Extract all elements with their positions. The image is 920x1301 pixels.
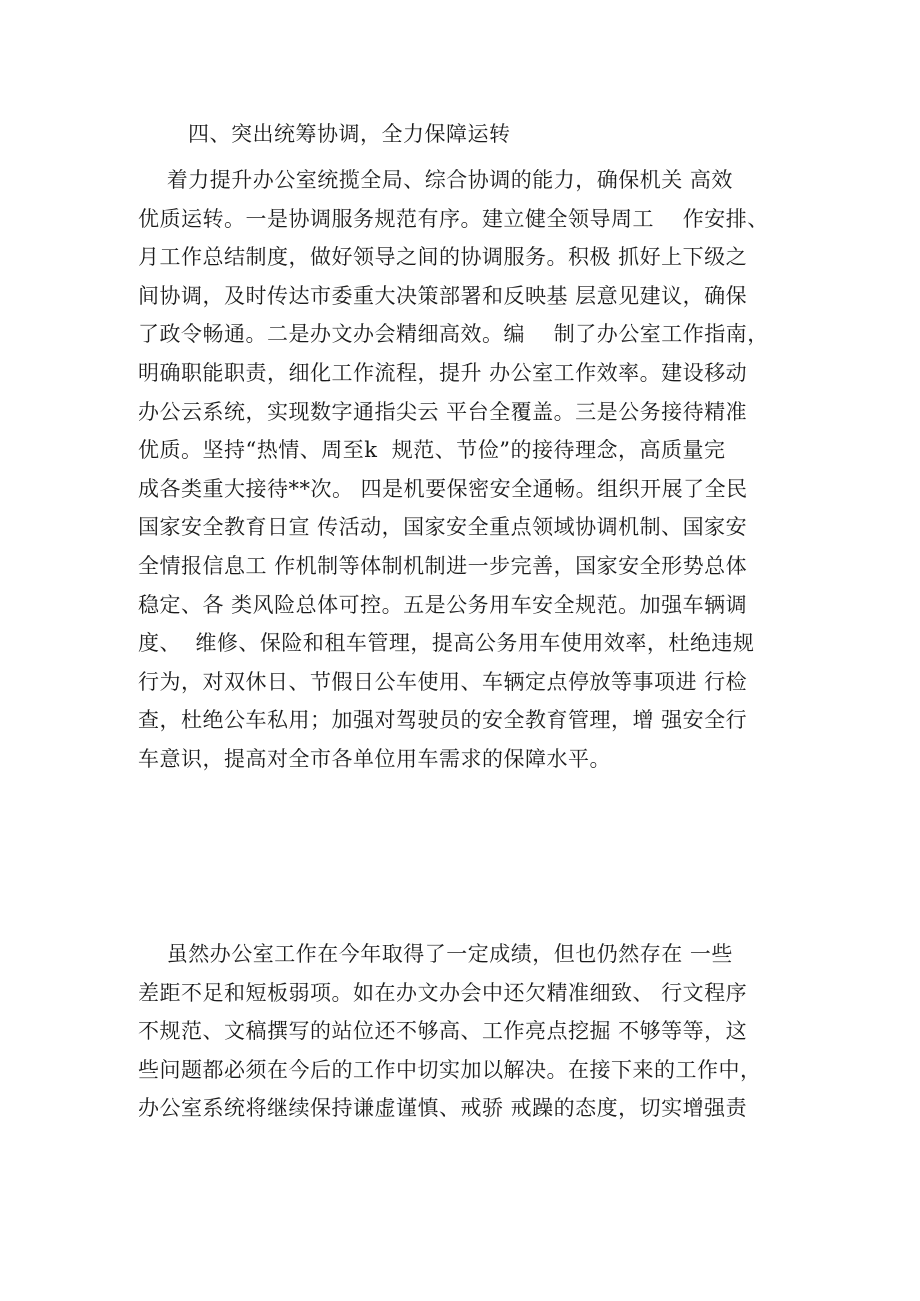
text-line: 不规范、文稿撰写的站位还不够高、工作亮点挖掘 不够等等，这 bbox=[138, 1019, 748, 1044]
text-line: 优质。坚持“热情、周至k 规范、节俭”的接待理念，高质量完 bbox=[138, 438, 726, 463]
text-line: 些问题都必须在今后的工作中切实加以解决。在接下来的工作中， bbox=[138, 1057, 762, 1082]
text-line: 全情报信息工 作机制等体制机制进一步完善，国家安全形势总体 bbox=[138, 553, 748, 578]
text-line: 车意识，提高对全市各单位用车需求的保障水平。 bbox=[138, 746, 611, 771]
text-line: 虽然办公室工作在今年取得了一定成绩，但也仍然存在 一些 bbox=[138, 942, 733, 966]
text-line: 差距不足和短板弱项。如在办文办会中还欠精准细致、 行文程序 bbox=[138, 980, 748, 1005]
text-line: 成各类重大接待**次。 四是机要保密安全通畅。组织开展了全民 bbox=[138, 476, 748, 501]
text-line: 度、 维修、保险和租车管理，提高公务用车使用效率，杜绝违规 bbox=[138, 631, 755, 656]
text-line: 着力提升办公室统揽全局、综合协调的能力，确保机关 高效 bbox=[138, 168, 733, 192]
text-line: 优质运转。一是协调服务规范有序。建立健全领导周工 作安排、 bbox=[138, 206, 769, 231]
text-line: 间协调，及时传达市委重大决策部署和反映基 层意见建议，确保 bbox=[138, 283, 748, 308]
text-line: 办公室系统将继续保持谦虚谨慎、戒骄 戒躁的态度，切实增强责 bbox=[138, 1096, 748, 1121]
text-line: 查，杜绝公车私用；加强对驾驶员的安全教育管理，增 强安全行 bbox=[138, 708, 748, 733]
text-line: 国家安全教育日宣 传活动，国家安全重点领域协调机制、国家安 bbox=[138, 515, 748, 540]
paragraph-shortcomings bbox=[138, 935, 798, 1128]
section-heading: 四、突出统筹协调，全力保障运转 bbox=[188, 122, 511, 146]
text-line: 了政令畅通。二是办文办会精细高效。编 制了办公室工作指南， bbox=[138, 322, 769, 347]
text-line: 明确职能职责，细化工作流程，提升 办公室工作效率。建设移动 bbox=[138, 360, 748, 385]
text-line: 月工作总结制度，做好领导之间的协调服务。积极 抓好上下级之 bbox=[138, 245, 748, 270]
paragraph-work-coordination bbox=[138, 161, 798, 779]
text-line: 稳定、各 类风险总体可控。五是公务用车安全规范。加强车辆调 bbox=[138, 592, 748, 617]
text-line: 行为，对双休日、节假日公车使用、车辆定点停放等事项进 行检 bbox=[138, 669, 748, 694]
text-line: 办公云系统，实现数字通指尖云 平台全覆盖。三是公务接待精准 bbox=[138, 399, 748, 424]
